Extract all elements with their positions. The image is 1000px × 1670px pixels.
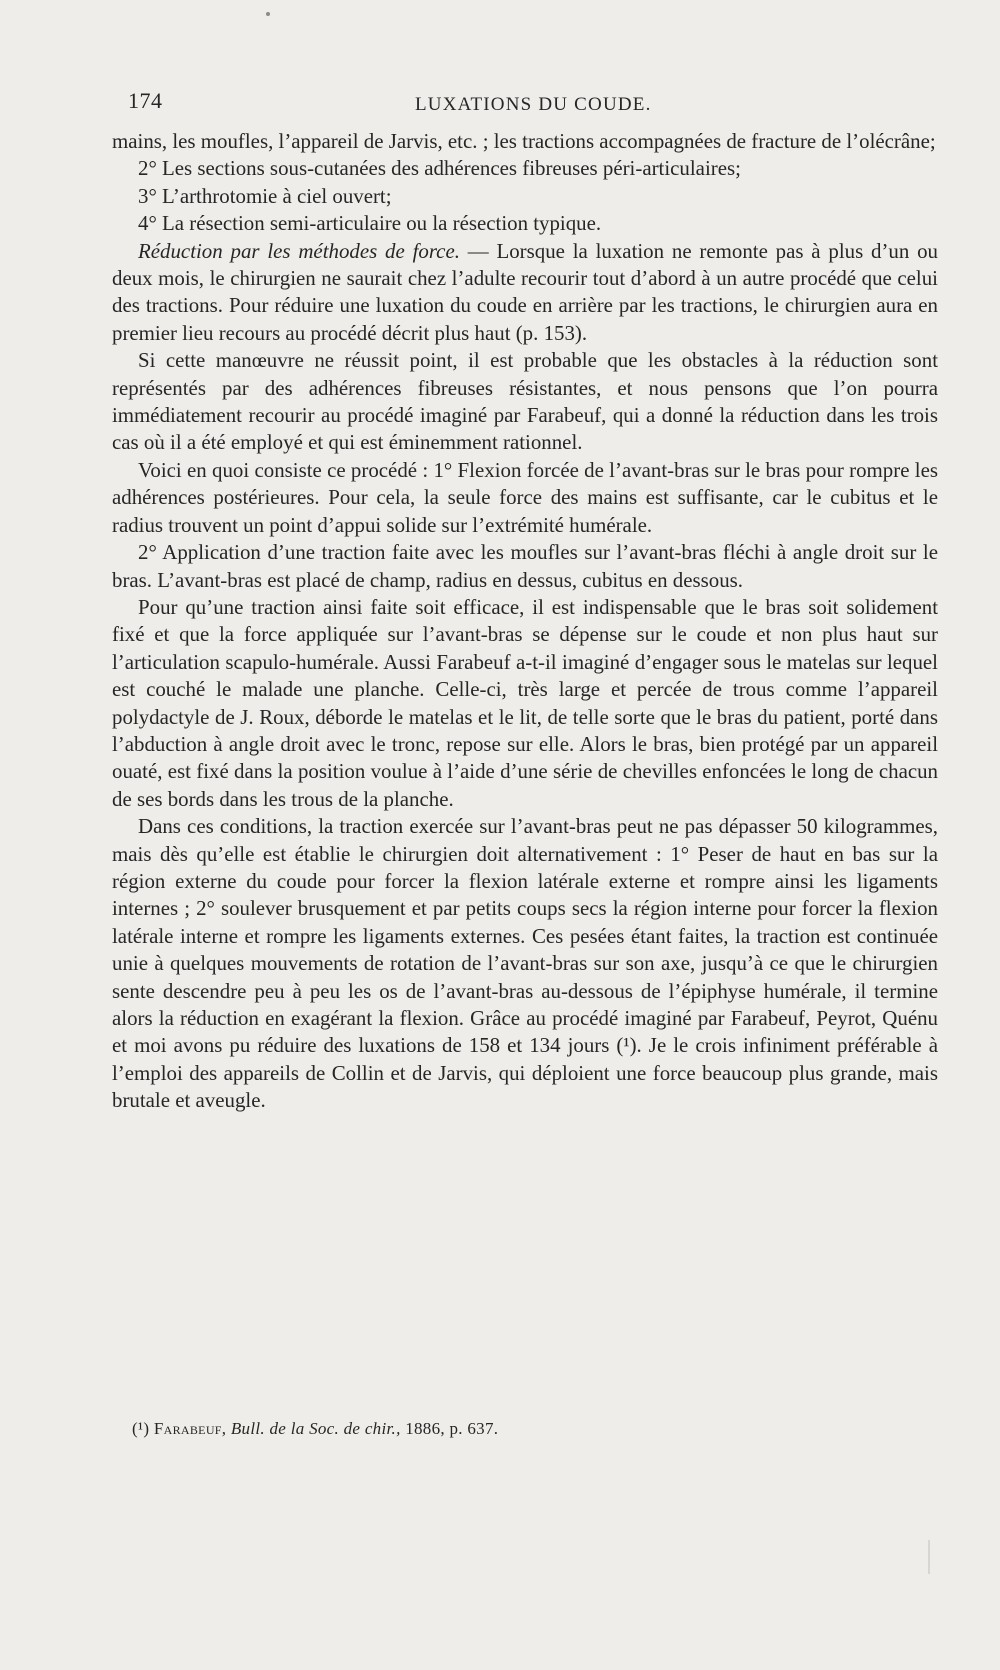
- footnote-reference: 1886, p. 637.: [405, 1419, 499, 1438]
- page-header: [128, 88, 928, 122]
- paragraph-reduction-text: — Lorsque la luxation ne remonte pas à plus d’un ou deux mois, le chirurgien ne saurait chez l’adulte recourir tout d’abord à un autre procédé que celui des tractions. Pour réduire une luxation du coude en arrière par les tractions, le chirurgien aura en premier lieu recours au procédé décrit plus haut (p. 153).: [112, 238, 938, 345]
- section-lead: Réduction par les méthodes de force.: [138, 238, 460, 263]
- list-item-2: 2° Les sections sous-cutanées des adhérences fibreuses péri-articulaires;: [138, 156, 741, 181]
- page-number: 174: [128, 88, 163, 113]
- list-item-3: 3° L’arthrotomie à ciel ouvert;: [138, 183, 392, 208]
- paragraph-reduction: [112, 238, 938, 348]
- paragraph-continuation: mains, les moufles, l’appareil de Jarvis, etc. ; les tractions accompagnées de fracture de l’olécrâne;: [112, 129, 936, 153]
- footnote-marker: (¹): [132, 1419, 150, 1438]
- paragraph-fixation: Pour qu’une traction ainsi faite soit efficace, il est indispensable que le bras soit solidement fixé et que la force appliquée sur l’avant-bras se dépense sur le coude et non plus haut sur l’articulation scapulo-humérale. Aussi Farabeuf a-t-il imaginé d’engager sous le matelas sur lequel est couché le malade une planche. Celle-ci, très large et percée de trous comme l’appareil polydactyle de J. Roux, déborde le matelas et le lit, de telle sorte que le bras du patient, porté dans l’abduction à angle droit avec le tronc, repose sur elle. Alors le bras, bien protégé par un appareil ouaté, est fixé dans la position voulue à l’aide d’une série de chevilles enfoncées le long de chacun de ses bords dans les trous de la planche.: [112, 594, 938, 811]
- paragraph-traction: 2° Application d’une traction faite avec les moufles sur l’avant-bras fléchi à angle droit sur le bras. L’avant-bras est placé de champ, radius en dessus, cubitus en dessous.: [112, 540, 938, 592]
- running-head: LUXATIONS DU COUDE.: [415, 94, 652, 115]
- footnote-author: Farabeuf,: [153, 1419, 227, 1438]
- paragraph-conditions: Dans ces conditions, la traction exercée sur l’avant-bras peut ne pas dépasser 50 kilogrammes, mais dès qu’elle est établie le chirurgien doit alternativement : 1° Peser de haut en bas sur la région externe du coude pour forcer la flexion latérale externe et rompre ainsi les ligaments internes ; 2° soulever brusquement et par petits coups secs la région interne pour forcer la flexion latérale interne et rompre les ligaments externes. Ces pesées étant faites, la traction est continuée unie à quelques mouvements de rotation de l’avant-bras sur son axe, jusqu’à ce que le chirurgien sente descendre peu à peu les os de l’avant-bras au-dessous de l’épiphyse humérale, il termine alors la réduction en exagérant la flexion. Grâce au procédé imaginé par Farabeuf, Peyrot, Quénu et moi avons pu réduire des luxations de 158 et 134 jours (¹). Je le crois infiniment préférable à l’emploi des appareils de Collin et de Jarvis, qui déploient une force beaucoup plus grande, mais brutale et aveugle.: [112, 814, 938, 1113]
- paragraph-procedure: Voici en quoi consiste ce procédé : 1° Flexion forcée de l’avant-bras sur le bras pour rompre les adhérences postérieures. Pour cela, la seule force des mains est suffisante, car le cubitus et le radius trouvent un point d’appui solide sur l’extrémité humérale.: [112, 457, 938, 537]
- paragraph-obstacles: Si cette manœuvre ne réussit point, il est probable que les obstacles à la réduction sont représentés par des adhérences fibreuses résistantes, et nous pensons que l’on pourra immédiatement recourir au procédé imaginé par Farabeuf, qui a donné la réduction dans les trois cas où il a été employé et qui est éminemment rationnel.: [112, 348, 938, 455]
- show-through-mark: [928, 1540, 930, 1574]
- footnote-title: Bull. de la Soc. de chir.,: [230, 1419, 401, 1438]
- footnote: [132, 1419, 922, 1439]
- list-item-4: 4° La résection semi-articulaire ou la résection typique.: [138, 211, 602, 236]
- body-text: [112, 128, 938, 1115]
- ink-speck: [266, 12, 270, 16]
